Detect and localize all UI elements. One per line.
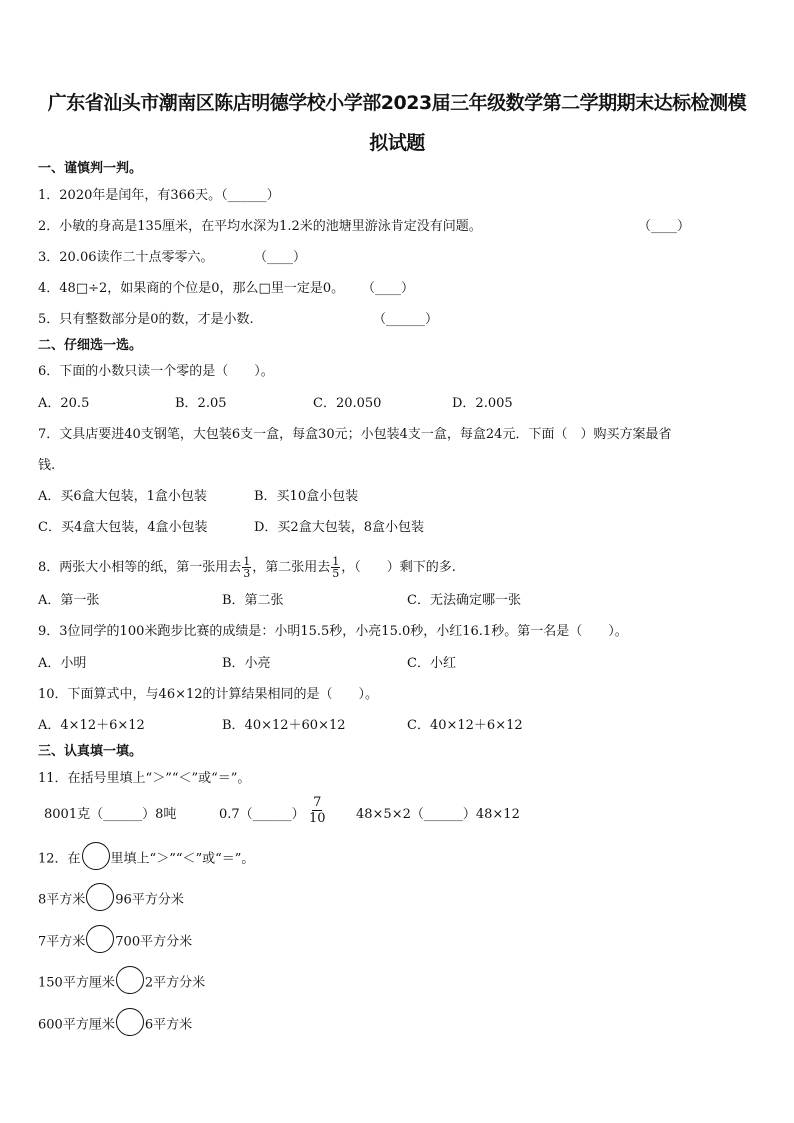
question-4: 4．48□÷2，如果商的个位是0，那么□里一定是0。 <box>38 281 345 296</box>
answer-circle-icon <box>82 842 110 870</box>
compare-item-2: 0.7（______） <box>219 807 305 822</box>
compare-item-1: 8001克（______）8吨 <box>44 807 177 822</box>
compare-left: 150平方厘米 <box>38 975 115 991</box>
option-8b: B．第二张 <box>222 593 284 608</box>
answer-paren-5: （______） <box>373 312 439 327</box>
option-7b: B．买10盒小包装 <box>254 489 359 504</box>
answer-circle[interactable] <box>86 925 114 953</box>
question-5: 5．只有整数部分是0的数，才是小数. <box>38 312 254 327</box>
option-9b: B．小亮 <box>222 656 271 671</box>
section-heading-2: 二、仔细选一选。 <box>38 338 143 353</box>
question-7: 7．文具店要进40支钢笔，大包装6支一盒，每盒30元；小包装4支一盒，每盒24元．下面（ ）购买方案最省 <box>38 427 672 442</box>
option-6d: D．2.005 <box>452 396 513 411</box>
answer-paren-3: （____） <box>254 250 307 265</box>
compare-left: 8平方米 <box>38 892 86 908</box>
section-heading-1: 一、谨慎判一判。 <box>38 161 143 176</box>
compare-right: 6平方米 <box>144 1017 193 1033</box>
fraction-one-third <box>242 556 251 579</box>
option-6a: A．20.5 <box>38 396 90 411</box>
compare-row <box>38 931 192 953</box>
question-1: 1．2020年是闰年，有366天。（______） <box>38 188 280 203</box>
option-10c: C．40×12＋6×12 <box>407 718 523 733</box>
question-8 <box>38 556 456 579</box>
compare-left: 7平方米 <box>38 934 86 950</box>
compare-row <box>38 1014 192 1036</box>
option-9c: C．小红 <box>407 656 456 671</box>
option-7d: D．买2盒大包装，8盒小包装 <box>254 520 424 535</box>
fraction-denominator: 10 <box>309 811 326 826</box>
fraction-numerator: 7 <box>313 795 322 810</box>
fraction-one-fifth <box>331 556 340 579</box>
answer-paren-4: （____） <box>362 281 415 296</box>
answer-paren-2: （____） <box>638 219 691 234</box>
option-9a: A．小明 <box>38 656 87 671</box>
question-8-text-a: 8．两张大小相等的纸，第一张用去 <box>38 560 242 575</box>
question-12 <box>38 848 254 870</box>
option-7c: C．买4盒大包装，4盒小包装 <box>38 520 208 535</box>
compare-item-3: 48×5×2（______）48×12 <box>356 807 520 822</box>
answer-circle[interactable] <box>116 966 144 994</box>
question-8-text-c: ，（ ）剩下的多. <box>341 560 456 575</box>
question-7-continued: 钱. <box>38 458 56 473</box>
option-7a: A．买6盒大包装，1盒小包装 <box>38 489 207 504</box>
option-10b: B．40×12＋60×12 <box>222 718 346 733</box>
question-3: 3．20.06读作二十点零零六。 <box>38 250 214 265</box>
question-9: 9．3位同学的100米跑步比赛的成绩是：小明15.5秒，小亮15.0秒，小红16.1秒。第一名是（ ）。 <box>38 624 628 639</box>
option-6c: C．20.050 <box>313 396 382 411</box>
fraction-numerator: 1 <box>332 555 340 568</box>
question-12-text-a: 12．在 <box>38 851 81 867</box>
answer-circle[interactable] <box>86 883 114 911</box>
compare-left: 600平方厘米 <box>38 1017 115 1033</box>
question-11: 11．在括号里填上“＞”“＜”或“＝”。 <box>38 771 251 786</box>
compare-right: 96平方分米 <box>115 892 184 908</box>
option-8c: C．无法确定哪一张 <box>407 593 521 608</box>
fraction-denominator: 5 <box>332 567 340 580</box>
question-2: 2．小敏的身高是135厘米，在平均水深为1.2米的池塘里游泳肯定没有问题。 <box>38 219 482 234</box>
question-8-text-b: ，第二张用去 <box>252 560 331 575</box>
answer-circle[interactable] <box>116 1008 144 1036</box>
page-title: 广东省汕头市潮南区陈店明德学校小学部2023届三年级数学第二学期期末达标检测模 <box>47 92 747 114</box>
section-heading-3: 三、认真填一填。 <box>38 744 143 759</box>
option-8a: A．第一张 <box>38 593 100 608</box>
fraction-numerator: 1 <box>243 555 251 568</box>
compare-row <box>38 889 184 911</box>
fraction-seven-tenths <box>308 795 327 826</box>
question-6: 6．下面的小数只读一个零的是（ ）。 <box>38 364 274 379</box>
option-6b: B．2.05 <box>175 396 227 411</box>
option-10a: A．4×12＋6×12 <box>38 718 145 733</box>
compare-right: 2平方分米 <box>144 975 206 991</box>
question-10: 10．下面算式中，与46×12的计算结果相同的是（ ）。 <box>38 687 379 702</box>
page-title-continued: 拟试题 <box>369 132 425 154</box>
fraction-denominator: 3 <box>243 567 251 580</box>
fraction-seven-tenths-inner <box>309 795 326 826</box>
compare-right: 700平方分米 <box>115 934 193 950</box>
compare-row <box>38 972 205 994</box>
question-12-text-b: 里填上“＞”“＜”或“＝”。 <box>110 851 255 867</box>
